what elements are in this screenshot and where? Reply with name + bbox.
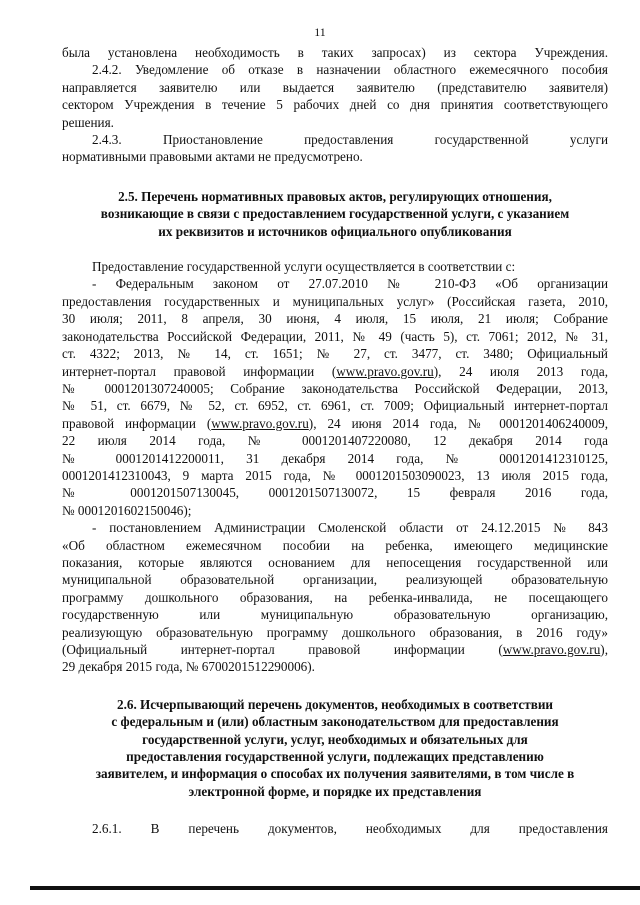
paragraph-line: муниципальной образовательной организации, реализующей образовательную — [62, 572, 608, 588]
text-span: ), 24 июля 2013 года, — [433, 363, 608, 379]
text-span: ), 24 июня 2014 года, № 0001201406240009, — [308, 415, 608, 431]
paragraph-line: нормативными правовыми актами не предусмотрено. — [62, 149, 363, 165]
paragraph-line: решения. — [62, 114, 114, 130]
section-2-5-heading — [62, 188, 608, 240]
paragraph-line: № 0001201307240005; Собрание законодательства Российской Федерации, 2013, — [62, 380, 608, 396]
paragraph-line: Предоставление государственной услуги осуществляется в соответствии с: — [92, 259, 516, 275]
paragraph-line: реализующую образовательную программу дошкольного образования, в 2016 году» — [62, 624, 608, 640]
paragraph-line: № 51, ст. 6679, № 52, ст. 6952, ст. 6961, ст. 7009; Официальный интернет-портал — [62, 398, 608, 414]
paragraph-line: направляется заявителю или выдается заявителю (представителю заявителя) — [62, 79, 608, 95]
paragraph-line: - Федеральным законом от 27.07.2010 № 210-ФЗ «Об организации — [92, 276, 608, 292]
paragraph-line: 29 декабря 2015 года, № 6700201512290006). — [62, 659, 315, 675]
paragraph-line: предоставления государственных и муниципальных услуг» (Российская газета, 2010, — [62, 293, 608, 309]
heading-line: предоставления государственной услуги, подлежащих представлению — [126, 749, 544, 765]
paragraph-line — [62, 641, 608, 658]
paragraph-line: программу дошкольного образования, на ребенка-инвалида, не посещающего — [62, 589, 608, 605]
paragraph-line: - постановлением Администрации Смоленской области от 24.12.2015 № 843 — [92, 520, 608, 536]
text-span: правовой информации ( — [62, 415, 212, 431]
heading-line: возникающие в связи с предоставлением государственной услуги, с указанием — [100, 206, 570, 222]
paragraph-line — [62, 415, 608, 432]
heading-line: 2.5. Перечень нормативных правовых актов, регулирующих отношения, — [118, 188, 552, 204]
paragraph-line: «Об областном ежемесячном пособии на ребенка, имеющего медицинские — [62, 537, 608, 553]
paragraph-line: была установлена необходимость в таких запросах) из сектора Учреждения. — [62, 45, 608, 60]
pravo-link[interactable]: www.pravo.gov.ru — [336, 363, 434, 379]
heading-line: заявителем, и информация о способах их получения заявителями, в том числе в — [95, 766, 575, 782]
heading-line: их реквизитов и источников официального опубликования — [158, 223, 512, 239]
paragraph-line: сектором Учреждения в течение 5 рабочих дней со дня принятия соответствующего — [62, 97, 608, 113]
pravo-link[interactable]: www.pravo.gov.ru — [211, 415, 309, 431]
paragraph-line: законодательства Российской Федерации, 2011, № 49 (часть 5), ст. 7061; 2012, № 31, — [62, 328, 608, 344]
paragraph-line: № 0001201507130045, 0001201507130072, 15 февраля 2016 года, — [62, 485, 608, 501]
paragraph-line: № 0001201412200011, 31 декабря 2014 года, № 0001201412310125, — [62, 450, 608, 466]
paragraph-line: показания, которые являются основанием для непосещения государственной или — [62, 554, 608, 570]
paragraph-line: 2.4.3. Приостановление предоставления государственной услуги — [92, 132, 608, 148]
section-2-6-heading — [62, 696, 608, 800]
paragraph-line: 22 июля 2014 года, № 0001201407220080, 12 декабря 2014 года — [62, 433, 608, 449]
paragraph-line: № 0001201602150046); — [62, 502, 192, 518]
text-span: (Официальный интернет-портал правовой информации ( — [62, 642, 503, 657]
paragraph-line: 2.4.2. Уведомление об отказе в назначении областного ежемесячного пособия — [92, 62, 608, 78]
paragraph-line: 30 июля; 2011, 8 апреля, 30 июня, 4 июля, 15 июля, 21 июля; Собрание — [62, 311, 608, 327]
paragraph-line: ст. 4322; 2013, № 14, ст. 1651; № 27, ст. 3477, ст. 3480; Официальный — [62, 346, 608, 362]
heading-line: с федеральным и (или) областным законодательством для предоставления — [111, 714, 559, 730]
text-span: интернет-портал правовой информации ( — [62, 363, 337, 379]
paragraph-line: 2.6.1. В перечень документов, необходимых для предоставления — [92, 821, 608, 837]
heading-line: электронной форме, и порядке их представления — [188, 783, 482, 799]
heading-line: государственной услуги, услуг, необходимых и обязательных для — [142, 731, 528, 747]
heading-line: 2.6. Исчерпывающий перечень документов, необходимых в соответствии — [116, 696, 554, 712]
paragraph-line: 0001201412310043, 9 марта 2015 года, № 0001201503090023, 13 июля 2015 года, — [62, 467, 608, 483]
text-span: ), — [600, 642, 608, 657]
scan-bottom-edge — [30, 886, 640, 890]
paragraph-line — [62, 363, 608, 380]
pravo-link[interactable]: www.pravo.gov.ru — [502, 642, 601, 657]
paragraph-line: государственную или муниципальную образовательную организацию, — [62, 607, 608, 623]
document-body — [62, 44, 608, 838]
page-number: 11 — [314, 25, 326, 39]
